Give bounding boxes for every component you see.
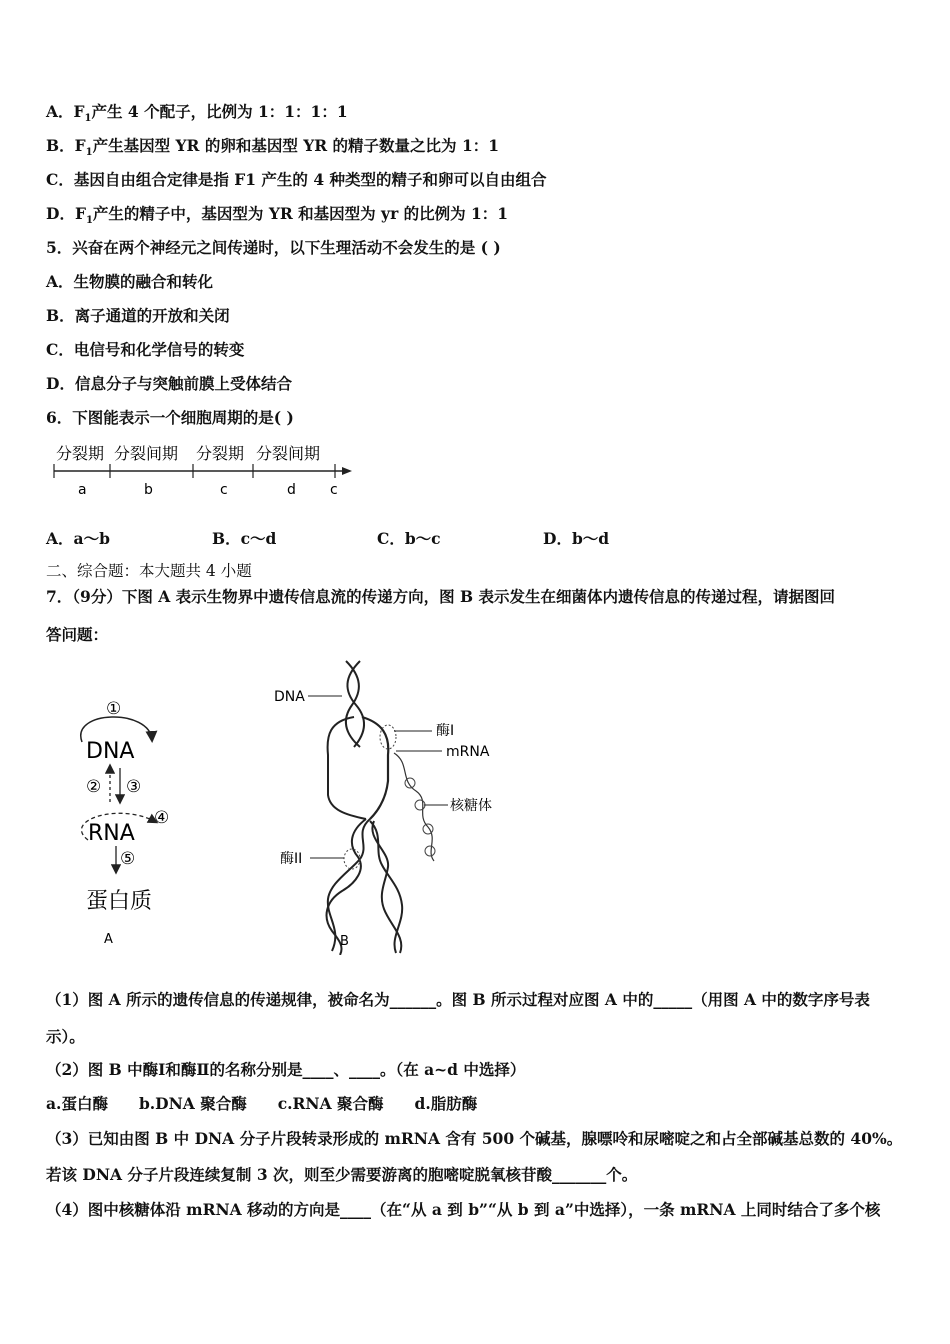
point-label: c xyxy=(220,482,228,498)
q5-option-b: B．离子通道的开放和关闭 xyxy=(46,306,230,325)
q5-stem: 5．兴奋在两个神经元之间传递时，以下生理活动不会发生的是 ( ) xyxy=(46,238,501,257)
figure-b-transcription-translation xyxy=(270,655,510,955)
segment-label: 分裂间期 xyxy=(114,444,179,463)
protein-label: 蛋白质 xyxy=(86,889,153,914)
ribosome-label: 核糖体 xyxy=(450,798,492,814)
q7-sub2-choices: a.蛋白酶 b.DNA 聚合酶 c.RNA 聚合酶 d.脂肪酶 xyxy=(46,1094,478,1113)
segment-label: 分裂期 xyxy=(56,444,105,463)
q7-sub3-line1: （3）已知由图 B 中 DNA 分子片段转录形成的 mRNA 含有 500 个碱基，腺嘌呤和尿嘧啶之和占全部碱基总数的 40%。 xyxy=(46,1129,903,1148)
dna-label: DNA xyxy=(86,739,135,764)
q7-sub3-line2: 若该 DNA 分子片段连续复制 3 次，则至少需要游离的胞嘧啶脱氧核苷酸_______个。 xyxy=(46,1165,638,1184)
dna-label: DNA xyxy=(274,689,305,705)
enzyme-2-label: 酶II xyxy=(280,851,303,867)
point-label: a xyxy=(78,482,87,498)
q5-option-d: D．信息分子与突触前膜上受体结合 xyxy=(46,374,292,393)
q4-option-b: B．$F_1$产生基因型 YR 的卵和基因型 YR 的精子数量之比为 1：1 xyxy=(46,136,500,159)
q5-option-c: C．电信号和化学信号的转变 xyxy=(46,340,245,359)
q6-option-d: D．b～d xyxy=(543,529,610,548)
point-label: d xyxy=(287,482,296,498)
point-label: b xyxy=(144,482,153,498)
step-2-label: ② xyxy=(86,777,102,797)
segment-label: 分裂期 xyxy=(196,444,245,463)
q6-stem: 6．下图能表示一个细胞周期的是( ) xyxy=(46,408,294,427)
q7-sub1-line2: 示）。 xyxy=(46,1027,85,1046)
mrna-label: mRNA xyxy=(446,744,490,760)
figure-a-caption: A xyxy=(104,932,113,947)
q4-option-a: A．$F_1$产生 4 个配子，比例为 1：1：1：1 xyxy=(46,102,348,125)
q6-option-b: B．c～d xyxy=(212,529,277,548)
point-label: c xyxy=(330,482,338,498)
figure-a-central-dogma xyxy=(60,690,200,950)
segment-label: 分裂间期 xyxy=(256,444,321,463)
q7-stem-line2: 答问题： xyxy=(46,625,109,644)
q7-sub1-line1: （1）图 A 所示的遗传信息的传递规律，被命名为______。图 B 所示过程对应图 A 中的_____（用图 A 中的数字序号表 xyxy=(46,990,870,1009)
q4-option-d: D．$F_1$产生的精子中，基因型为 YR 和基因型为 yr 的比例为 1：1 xyxy=(46,204,509,227)
q6-option-c: C．b～c xyxy=(377,529,441,548)
rna-label: RNA xyxy=(88,821,135,846)
q7-sub4-line1: （4）图中核糖体沿 mRNA 移动的方向是____（在“从 a 到 b”“从 b 到 a”中选择），一条 mRNA 上同时结合了多个核 xyxy=(46,1200,881,1219)
cell-cycle-timeline xyxy=(46,438,366,504)
enzyme-1-label: 酶I xyxy=(436,723,455,739)
step-3-label: ③ xyxy=(126,777,142,797)
step-1-label: ① xyxy=(106,699,122,719)
q4-option-c: C．基因自由组合定律是指 F1 产生的 4 种类型的精子和卵可以自由组合 xyxy=(46,170,547,189)
q5-option-a: A．生物膜的融合和转化 xyxy=(46,272,214,291)
q7-sub2: （2）图 B 中酶Ⅰ和酶Ⅱ的名称分别是____、____。（在 a~d 中选择） xyxy=(46,1060,526,1079)
section-heading: 二、综合题：本大题共 4 小题 xyxy=(46,562,252,580)
step-4-label: ④ xyxy=(154,808,170,828)
step-5-label: ⑤ xyxy=(120,849,136,869)
arrow-right-icon xyxy=(342,467,352,475)
q6-option-a: A．a～b xyxy=(46,529,110,548)
q7-stem-line1: 7．（9分）下图 A 表示生物界中遗传信息流的传递方向，图 B 表示发生在细菌体内遗传信息的传递过程，请据图回 xyxy=(46,587,836,606)
figure-b-caption: B xyxy=(340,934,349,949)
